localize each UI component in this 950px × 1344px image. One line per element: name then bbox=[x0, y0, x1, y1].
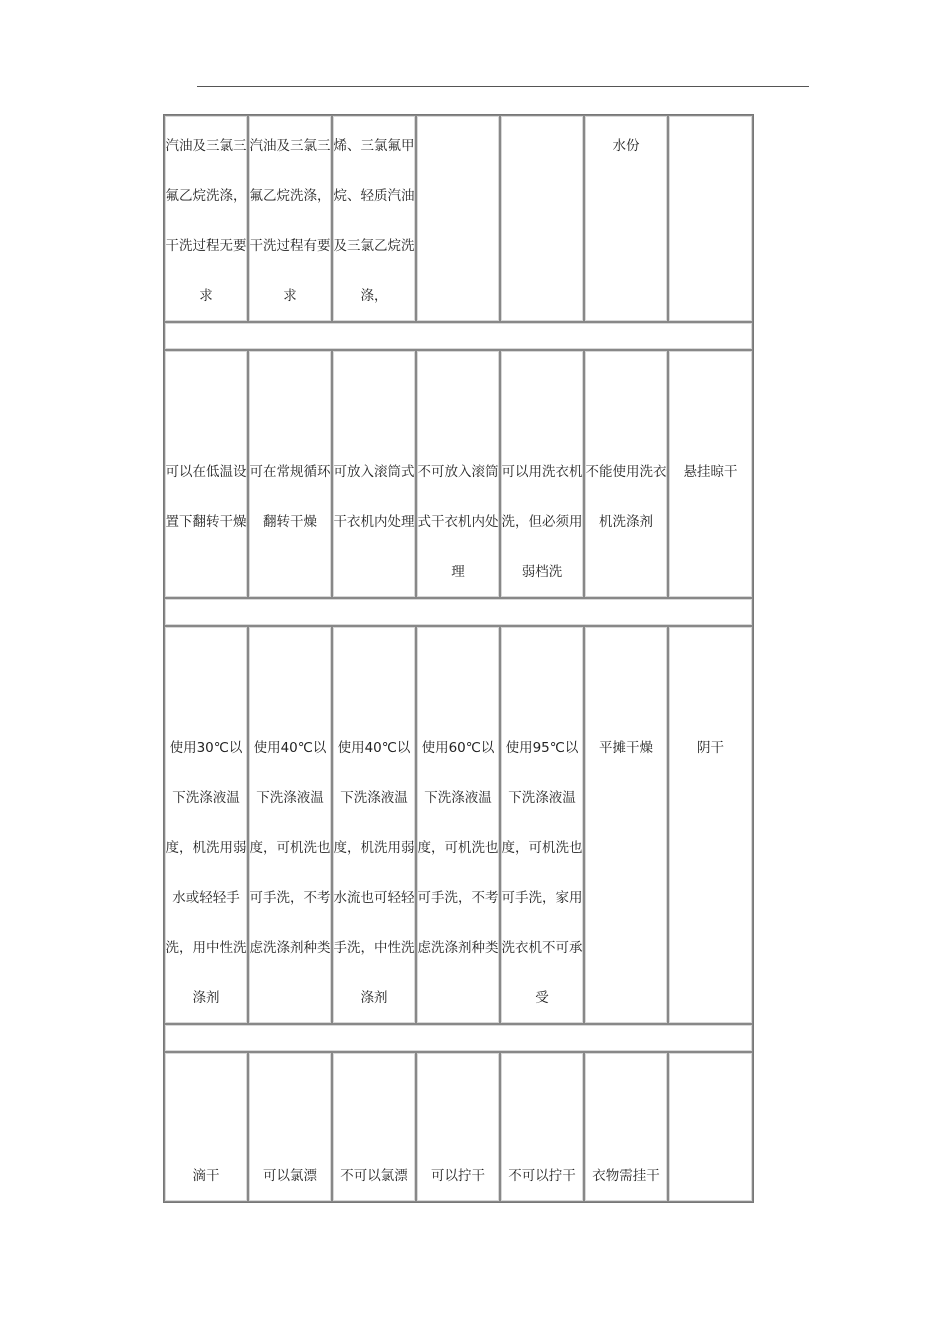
table-cell: 平摊干燥 bbox=[584, 626, 668, 1024]
table-cell: 阴干 bbox=[668, 626, 753, 1024]
table-cell: 汽油及三氯三氟乙烷洗涤，干洗过程有要求 bbox=[248, 115, 332, 322]
spacer-cell bbox=[164, 598, 753, 626]
table-cell: 衣物需挂干 bbox=[584, 1052, 668, 1202]
table-cell bbox=[416, 115, 500, 322]
table-cell: 使用40℃以下洗涤液温度，机洗用弱水流也可轻轻手洗，中性洗涤剂 bbox=[332, 626, 416, 1024]
table-cell bbox=[500, 115, 584, 322]
table-cell bbox=[668, 1052, 753, 1202]
table-cell: 可以氯漂 bbox=[248, 1052, 332, 1202]
table-row bbox=[164, 350, 753, 598]
table-cell: 不可以拧干 bbox=[500, 1052, 584, 1202]
table-cell: 汽油及三氯三氟乙烷洗涤，干洗过程无要求 bbox=[164, 115, 248, 322]
care-symbol-table bbox=[163, 114, 754, 1203]
spacer-row bbox=[164, 1024, 753, 1052]
header-rule bbox=[197, 86, 809, 87]
table-cell: 使用60℃以下洗涤液温度，可机洗也可手洗，不考虑洗涤剂种类 bbox=[416, 626, 500, 1024]
table-cell bbox=[668, 115, 753, 322]
spacer-cell bbox=[164, 322, 753, 350]
table-cell: 使用40℃以下洗涤液温度，可机洗也可手洗，不考虑洗涤剂种类 bbox=[248, 626, 332, 1024]
spacer-row bbox=[164, 598, 753, 626]
table-cell: 可放入滚筒式干衣机内处理 bbox=[332, 350, 416, 598]
table-cell: 不可以氯漂 bbox=[332, 1052, 416, 1202]
table-cell: 可以用洗衣机洗，但必须用弱档洗 bbox=[500, 350, 584, 598]
table-row bbox=[164, 115, 753, 322]
table-cell: 可以在低温设置下翻转干燥 bbox=[164, 350, 248, 598]
table-cell: 可以拧干 bbox=[416, 1052, 500, 1202]
spacer-cell bbox=[164, 1024, 753, 1052]
table-cell: 不可放入滚筒式干衣机内处理 bbox=[416, 350, 500, 598]
table-cell: 使用30℃以下洗涤液温度，机洗用弱水或轻轻手洗，用中性洗涤剂 bbox=[164, 626, 248, 1024]
table-cell: 可在常规循环翻转干燥 bbox=[248, 350, 332, 598]
table-cell: 滴干 bbox=[164, 1052, 248, 1202]
table-cell: 使用95℃以下洗涤液温度，可机洗也可手洗，家用洗衣机不可承受 bbox=[500, 626, 584, 1024]
table-row bbox=[164, 626, 753, 1024]
table-cell: 不能使用洗衣机洗涤剂 bbox=[584, 350, 668, 598]
table-cell: 悬挂晾干 bbox=[668, 350, 753, 598]
table-row bbox=[164, 1052, 753, 1202]
table-cell: 水份 bbox=[584, 115, 668, 322]
spacer-row bbox=[164, 322, 753, 350]
table-cell: 烯、三氯氟甲烷、轻质汽油及三氯乙烷洗涤， bbox=[332, 115, 416, 322]
